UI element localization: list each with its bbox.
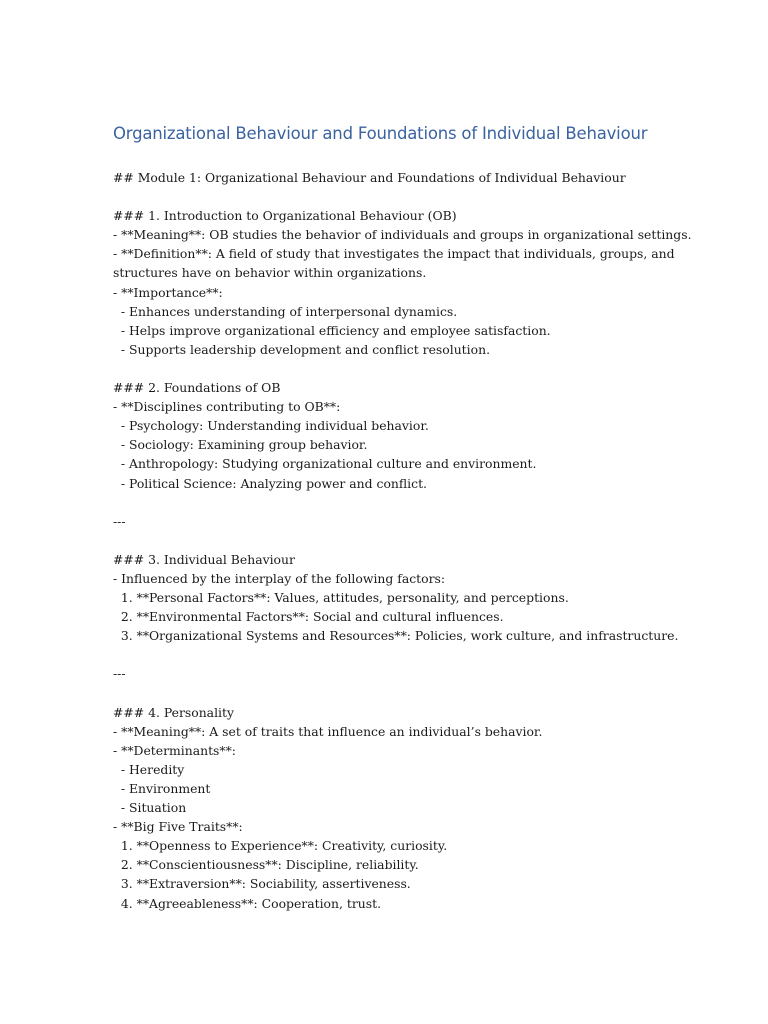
document-line: 4. **Agreeableness**: Cooperation, trust. [113,895,382,911]
document-line: - Enhances understanding of interpersonal dynamics. [113,303,458,319]
document-line [113,531,673,550]
document-line: 1. **Personal Factors**: Values, attitudes, personality, and perceptions. [113,590,569,606]
document-line: - Environment [113,781,211,796]
document-line: - Influenced by the interplay of the following factors: [113,570,446,586]
document-line: 3. **Extraversion**: Sociability, assertiveness. [113,876,411,892]
document-line: - Psychology: Understanding individual behavior. [113,418,429,434]
document-line: - Anthropology: Studying organizational culture and environment. [113,456,537,472]
document-line: - **Determinants**: [113,742,236,758]
document-line: ### 3. Individual Behaviour [113,551,295,567]
document-line: 2. **Environmental Factors**: Social and cultural influences. [113,609,504,625]
document-line: - Helps improve organizational efficiency and employee satisfaction. [113,322,551,338]
document-line: 1. **Openness to Experience**: Creativity, curiosity. [113,838,448,854]
document-line: structures have on behavior within organizations. [113,265,427,281]
document-line: 3. **Organizational Systems and Resources**: Policies, work culture, and infrastructure. [113,628,679,644]
document-line: - Supports leadership development and conflict resolution. [113,341,491,357]
document-line: - **Definition**: A field of study that investigates the impact that individuals, groups, and [113,246,675,262]
document-line: - **Disciplines contributing to OB**: [113,399,341,415]
document-line: - Sociology: Examining group behavior. [113,437,368,453]
document-line [113,187,673,206]
document-body [113,168,692,913]
document-line [113,493,673,512]
document-line: 2. **Conscientiousness**: Discipline, reliability. [113,857,419,873]
document-line: - Situation [113,800,187,816]
document-line: - **Importance**: [113,284,223,300]
document-line: ### 4. Personality [113,704,234,720]
document-line: - **Meaning**: A set of traits that influence an individual’s behavior. [113,723,543,739]
document-title: Organizational Behaviour and Foundations of Individual Behaviour [113,124,648,143]
document-line [113,359,673,378]
document-line: ### 1. Introduction to Organizational Behaviour (OB) [113,208,457,224]
document-line: --- [113,666,126,682]
document-line [113,645,673,664]
document-line: - **Big Five Traits**: [113,819,243,835]
document-line: --- [113,513,126,529]
document-line: - Political Science: Analyzing power and conflict. [113,475,427,491]
document-line: ## Module 1: Organizational Behaviour and Foundations of Individual Behaviour [113,170,626,185]
document-line: - Heredity [113,761,185,777]
document-line: ### 2. Foundations of OB [113,380,281,396]
document-line [113,684,673,703]
document-line: - **Meaning**: OB studies the behavior of individuals and groups in organizational settings. [113,227,692,243]
